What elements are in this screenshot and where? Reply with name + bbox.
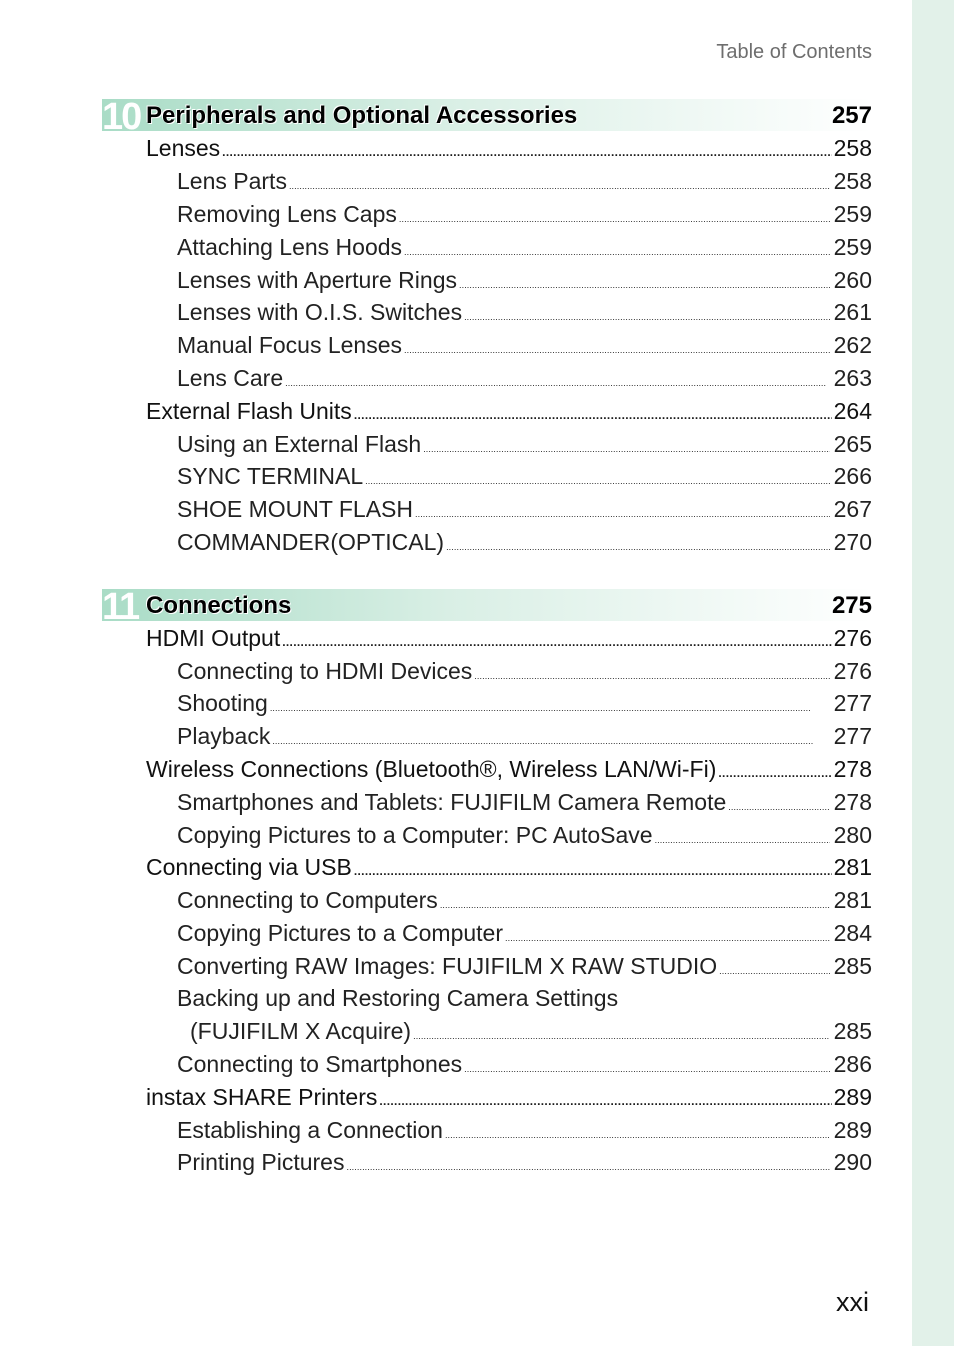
toc-entry-external-flash-units[interactable] xyxy=(0,398,872,431)
toc-entry-connecting-computers[interactable] xyxy=(0,887,872,920)
toc-entry-ois-switches[interactable] xyxy=(0,299,872,332)
toc-entry-printing-pictures[interactable] xyxy=(0,1149,872,1182)
toc-page: 264 xyxy=(833,398,872,424)
toc-page: 278 xyxy=(833,756,872,782)
toc-entry-aperture-rings[interactable] xyxy=(0,267,872,300)
toc-label: HDMI Output xyxy=(146,625,281,651)
toc-entry-instax-share-printers[interactable] xyxy=(0,1084,872,1117)
toc-page: 267 xyxy=(833,496,872,522)
running-header: Table of Contents xyxy=(716,41,872,63)
dot-leader xyxy=(270,703,830,713)
chapter-page: 275 xyxy=(831,592,872,619)
dot-leader xyxy=(505,933,830,943)
toc-page: 262 xyxy=(833,332,872,358)
toc-page: 266 xyxy=(833,463,872,489)
toc-entry-copying-pictures[interactable] xyxy=(0,920,872,953)
toc-page: 276 xyxy=(833,625,872,651)
toc-page: 285 xyxy=(833,953,872,979)
toc-entry-camera-remote[interactable] xyxy=(0,789,872,822)
side-tab-strip xyxy=(912,0,954,1346)
toc-label: SYNC TERMINAL xyxy=(177,463,364,489)
toc-entry-attaching-lens-hoods[interactable] xyxy=(0,234,872,267)
chapter-title: Connections xyxy=(146,592,292,619)
dot-leader xyxy=(464,312,830,322)
toc-label: instax SHARE Printers xyxy=(146,1084,378,1110)
toc-page: 270 xyxy=(833,529,872,555)
dot-leader xyxy=(282,635,831,649)
toc-label: Copying Pictures to a Computer xyxy=(177,920,503,946)
toc-page: 289 xyxy=(833,1117,872,1143)
toc-label: Connecting to Computers xyxy=(177,887,438,913)
toc-page: 286 xyxy=(833,1051,872,1077)
toc-entry-playback[interactable] xyxy=(0,723,872,756)
toc-label: Lenses with O.I.S. Switches xyxy=(177,299,463,325)
dot-leader xyxy=(445,1130,830,1140)
toc-label: Wireless Connections (Bluetooth®, Wireless LAN/Wi-Fi) xyxy=(146,756,717,782)
toc-page: 278 xyxy=(833,789,872,815)
chapter-title: Peripherals and Optional Accessories xyxy=(146,102,578,129)
toc-page: 258 xyxy=(833,135,872,161)
toc-label: Establishing a Connection xyxy=(177,1117,443,1143)
toc-page: 281 xyxy=(833,887,872,913)
toc-entry-connecting-hdmi-devices[interactable] xyxy=(0,658,872,691)
toc-entry-lens-parts[interactable] xyxy=(0,168,872,201)
dot-leader xyxy=(285,378,830,388)
toc-page: 285 xyxy=(833,1018,872,1044)
toc-page: 276 xyxy=(833,658,872,684)
toc-entry-shooting[interactable] xyxy=(0,690,872,723)
toc-entry-commander-optical[interactable] xyxy=(0,529,872,562)
chapter-number: 10 xyxy=(102,96,141,138)
toc-label: (FUJIFILM X Acquire) xyxy=(190,1018,412,1044)
toc-label: Lenses with Aperture Rings xyxy=(177,267,457,293)
toc-label: Playback xyxy=(177,723,271,749)
toc-label: Shooting xyxy=(177,690,268,716)
toc-label: Converting RAW Images: FUJIFILM X RAW STUDIO xyxy=(177,953,718,979)
dot-leader xyxy=(464,1064,830,1074)
dot-leader xyxy=(718,766,831,780)
toc-page: 265 xyxy=(833,431,872,457)
toc-entry-pc-autosave[interactable] xyxy=(0,822,872,855)
toc-label: Using an External Flash xyxy=(177,431,422,457)
toc-label: Lenses xyxy=(146,135,221,161)
toc-entry-backup-restore[interactable]: Backing up and Restoring Camera Settings xyxy=(177,985,619,1011)
toc-page: 258 xyxy=(833,168,872,194)
toc-label: Printing Pictures xyxy=(177,1149,345,1175)
toc-entry-shoe-mount-flash[interactable] xyxy=(0,496,872,529)
toc-label: Lens Parts xyxy=(177,168,287,194)
toc-entry-removing-lens-caps[interactable] xyxy=(0,201,872,234)
dot-leader xyxy=(365,476,829,486)
toc-page: 281 xyxy=(833,854,872,880)
dot-leader xyxy=(222,145,831,159)
toc-page: 277 xyxy=(833,690,872,716)
toc-entry-connecting-via-usb[interactable] xyxy=(0,854,872,887)
dot-leader xyxy=(474,671,829,681)
toc-label: External Flash Units xyxy=(146,398,352,424)
page-number: xxi xyxy=(836,1287,869,1317)
toc-label: Connecting to Smartphones xyxy=(177,1051,463,1077)
toc-page: 261 xyxy=(833,299,872,325)
dot-leader xyxy=(354,864,832,878)
dot-leader xyxy=(379,1094,831,1108)
dot-leader xyxy=(272,736,829,746)
chapter-number: 11 xyxy=(102,586,139,628)
toc-label: SHOE MOUNT FLASH xyxy=(177,496,413,522)
toc-entry-sync-terminal[interactable] xyxy=(0,463,872,496)
dot-leader xyxy=(413,1031,830,1041)
toc-page: 277 xyxy=(833,723,872,749)
dot-leader xyxy=(728,802,829,812)
dot-leader xyxy=(655,835,830,845)
toc-page: 284 xyxy=(833,920,872,946)
toc-entry-manual-focus-lenses[interactable] xyxy=(0,332,872,365)
toc-label: Smartphones and Tablets: FUJIFILM Camera Remote xyxy=(177,789,727,815)
dot-leader xyxy=(459,280,830,290)
dot-leader xyxy=(423,444,829,454)
toc-page: 259 xyxy=(833,201,872,227)
dot-leader xyxy=(404,247,830,257)
dot-leader xyxy=(440,900,830,910)
dot-leader xyxy=(415,509,830,519)
toc-entry-lens-care[interactable] xyxy=(0,365,872,398)
chapter-page: 257 xyxy=(831,102,872,129)
dot-leader xyxy=(346,1162,829,1172)
toc-page: 260 xyxy=(833,267,872,293)
toc-entry-using-external-flash[interactable] xyxy=(0,431,872,464)
toc-label: Connecting via USB xyxy=(146,854,352,880)
toc-entry-wireless-connections[interactable] xyxy=(0,756,872,789)
toc-entry-connecting-smartphones[interactable] xyxy=(0,1051,872,1084)
dot-leader xyxy=(289,181,830,191)
dot-leader xyxy=(719,966,829,976)
toc-page: 263 xyxy=(833,365,872,391)
toc-entry-lenses[interactable] xyxy=(0,135,872,168)
toc-entry-hdmi-output[interactable] xyxy=(0,625,872,658)
toc-entry-raw-studio[interactable] xyxy=(0,953,872,986)
chapter-heading-10[interactable] xyxy=(102,96,872,138)
toc-page: 289 xyxy=(833,1084,872,1110)
toc-label: Connecting to HDMI Devices xyxy=(177,658,473,684)
toc-page: 259 xyxy=(833,234,872,260)
dot-leader xyxy=(354,408,832,422)
toc-label: Lens Care xyxy=(177,365,284,391)
toc-entry-backup-restore-continued[interactable] xyxy=(0,1018,872,1051)
toc-label: Removing Lens Caps xyxy=(177,201,397,227)
toc-label: COMMANDER(OPTICAL) xyxy=(177,529,445,555)
toc-label: Attaching Lens Hoods xyxy=(177,234,403,260)
toc-page: 280 xyxy=(833,822,872,848)
dot-leader xyxy=(399,214,830,224)
toc-page: 290 xyxy=(833,1149,872,1175)
toc-entry-establishing-connection[interactable] xyxy=(0,1117,872,1150)
dot-leader xyxy=(446,542,830,552)
toc-label: Manual Focus Lenses xyxy=(177,332,403,358)
toc-label: Copying Pictures to a Computer: PC AutoSave xyxy=(177,822,653,848)
dot-leader xyxy=(404,345,830,355)
chapter-heading-11[interactable] xyxy=(102,586,872,628)
